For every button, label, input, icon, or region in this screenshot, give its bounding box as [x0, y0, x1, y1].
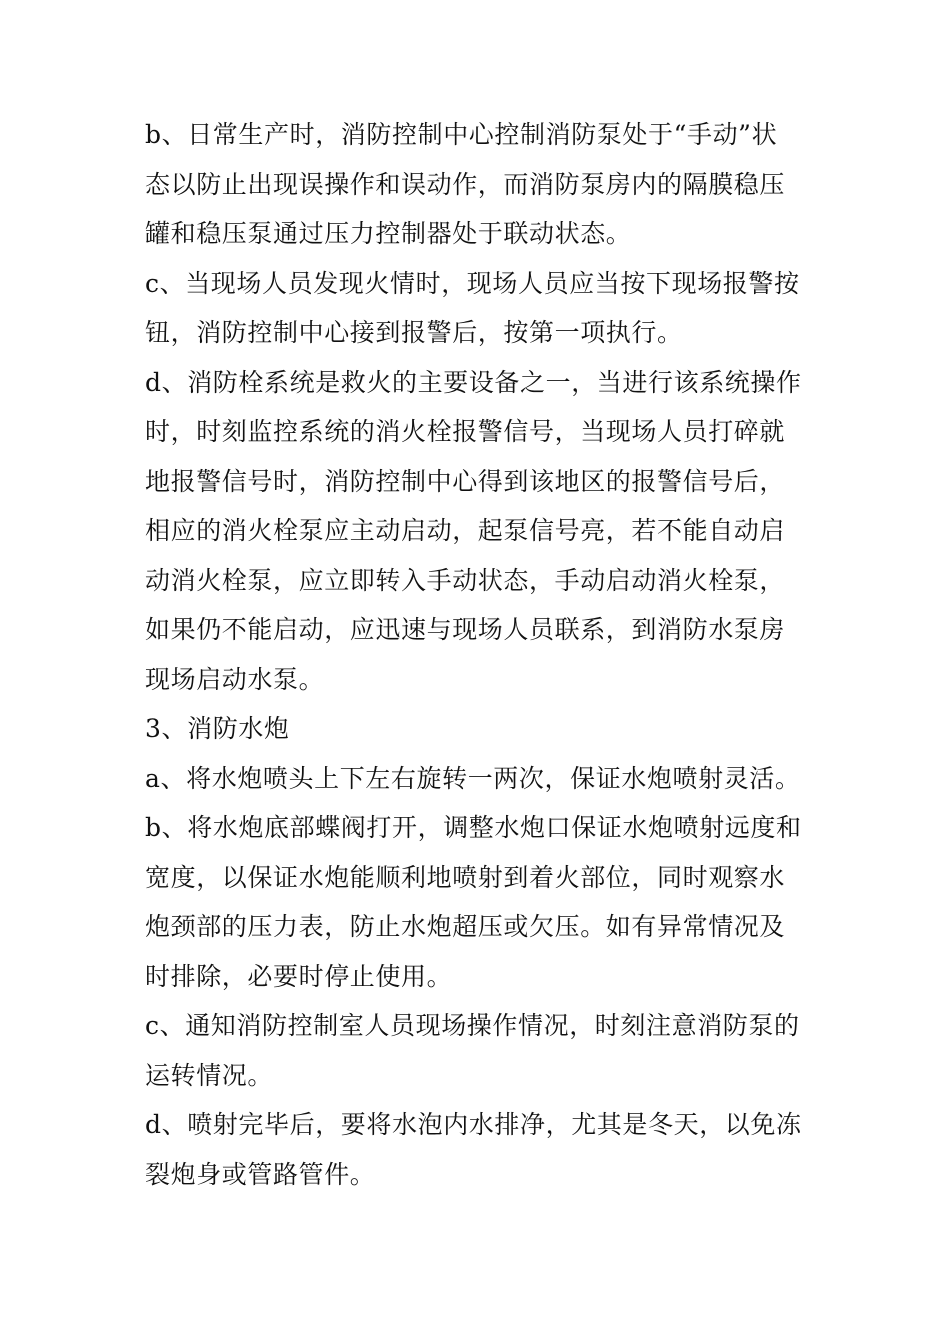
text-line: 裂炮身或管路管件。: [145, 1159, 376, 1189]
text-line: b、将水炮底部蝶阀打开，调整水炮口保证水炮喷射远度和: [145, 813, 802, 842]
text-line: d、消防栓系统是救火的主要设备之一，当进行该系统操作: [145, 367, 802, 397]
text-line: 相应的消火栓泵应主动启动，起泵信号亮，若不能自动启: [145, 516, 786, 545]
paragraph-b-daily-operation: [145, 110, 805, 259]
paragraph-a-nozzle-rotation: [145, 754, 805, 804]
paragraph-c-fire-alarm: [145, 259, 805, 358]
text-line: c、当现场人员发现火情时，现场人员应当按下现场报警按: [145, 268, 800, 298]
document-body: [145, 110, 805, 1199]
paragraph-d-hydrant-system: [145, 358, 805, 705]
paragraph-c-notify-control-room: [145, 1001, 805, 1100]
text-line: 动消火栓泵，应立即转入手动状态，手动启动消火栓泵，: [145, 565, 786, 595]
text-line: 地报警信号时，消防控制中心得到该地区的报警信号后，: [145, 466, 786, 496]
paragraph-b-butterfly-valve: [145, 803, 805, 1001]
text-line: c、通知消防控制室人员现场操作情况，时刻注意消防泵的: [145, 1011, 800, 1040]
text-line: 运转情况。: [145, 1060, 274, 1090]
text-line: 炮颈部的压力表，防止水炮超压或欠压。如有异常情况及: [145, 912, 786, 941]
section-heading-water-cannon: [145, 704, 805, 754]
text-line: 宽度，以保证水炮能顺利地喷射到着火部位，同时观察水: [145, 862, 786, 892]
text-line: 时排除，必要时停止使用。: [145, 961, 453, 991]
text-line: 现场启动水泵。: [145, 664, 325, 694]
text-line: 罐和稳压泵通过压力控制器处于联动状态。: [145, 219, 632, 248]
text-line: a、将水炮喷头上下左右旋转一两次，保证水炮喷射灵活。: [145, 763, 801, 793]
text-line: 时，时刻监控系统的消火栓报警信号，当现场人员打碎就: [145, 417, 786, 446]
section-title: 3、消防水炮: [145, 714, 290, 743]
text-line: d、喷射完毕后，要将水泡内水排净，尤其是冬天，以免冻: [145, 1110, 802, 1139]
text-line: 态以防止出现误操作和误动作，而消防泵房内的隔膜稳压: [145, 169, 786, 199]
text-line: b、日常生产时，消防控制中心控制消防泵处于“手动”状: [145, 120, 778, 149]
text-line: 钮，消防控制中心接到报警后，按第一项执行。: [145, 318, 683, 347]
paragraph-d-drain-water: [145, 1100, 805, 1199]
text-line: 如果仍不能启动，应迅速与现场人员联系，到消防水泵房: [145, 615, 786, 644]
